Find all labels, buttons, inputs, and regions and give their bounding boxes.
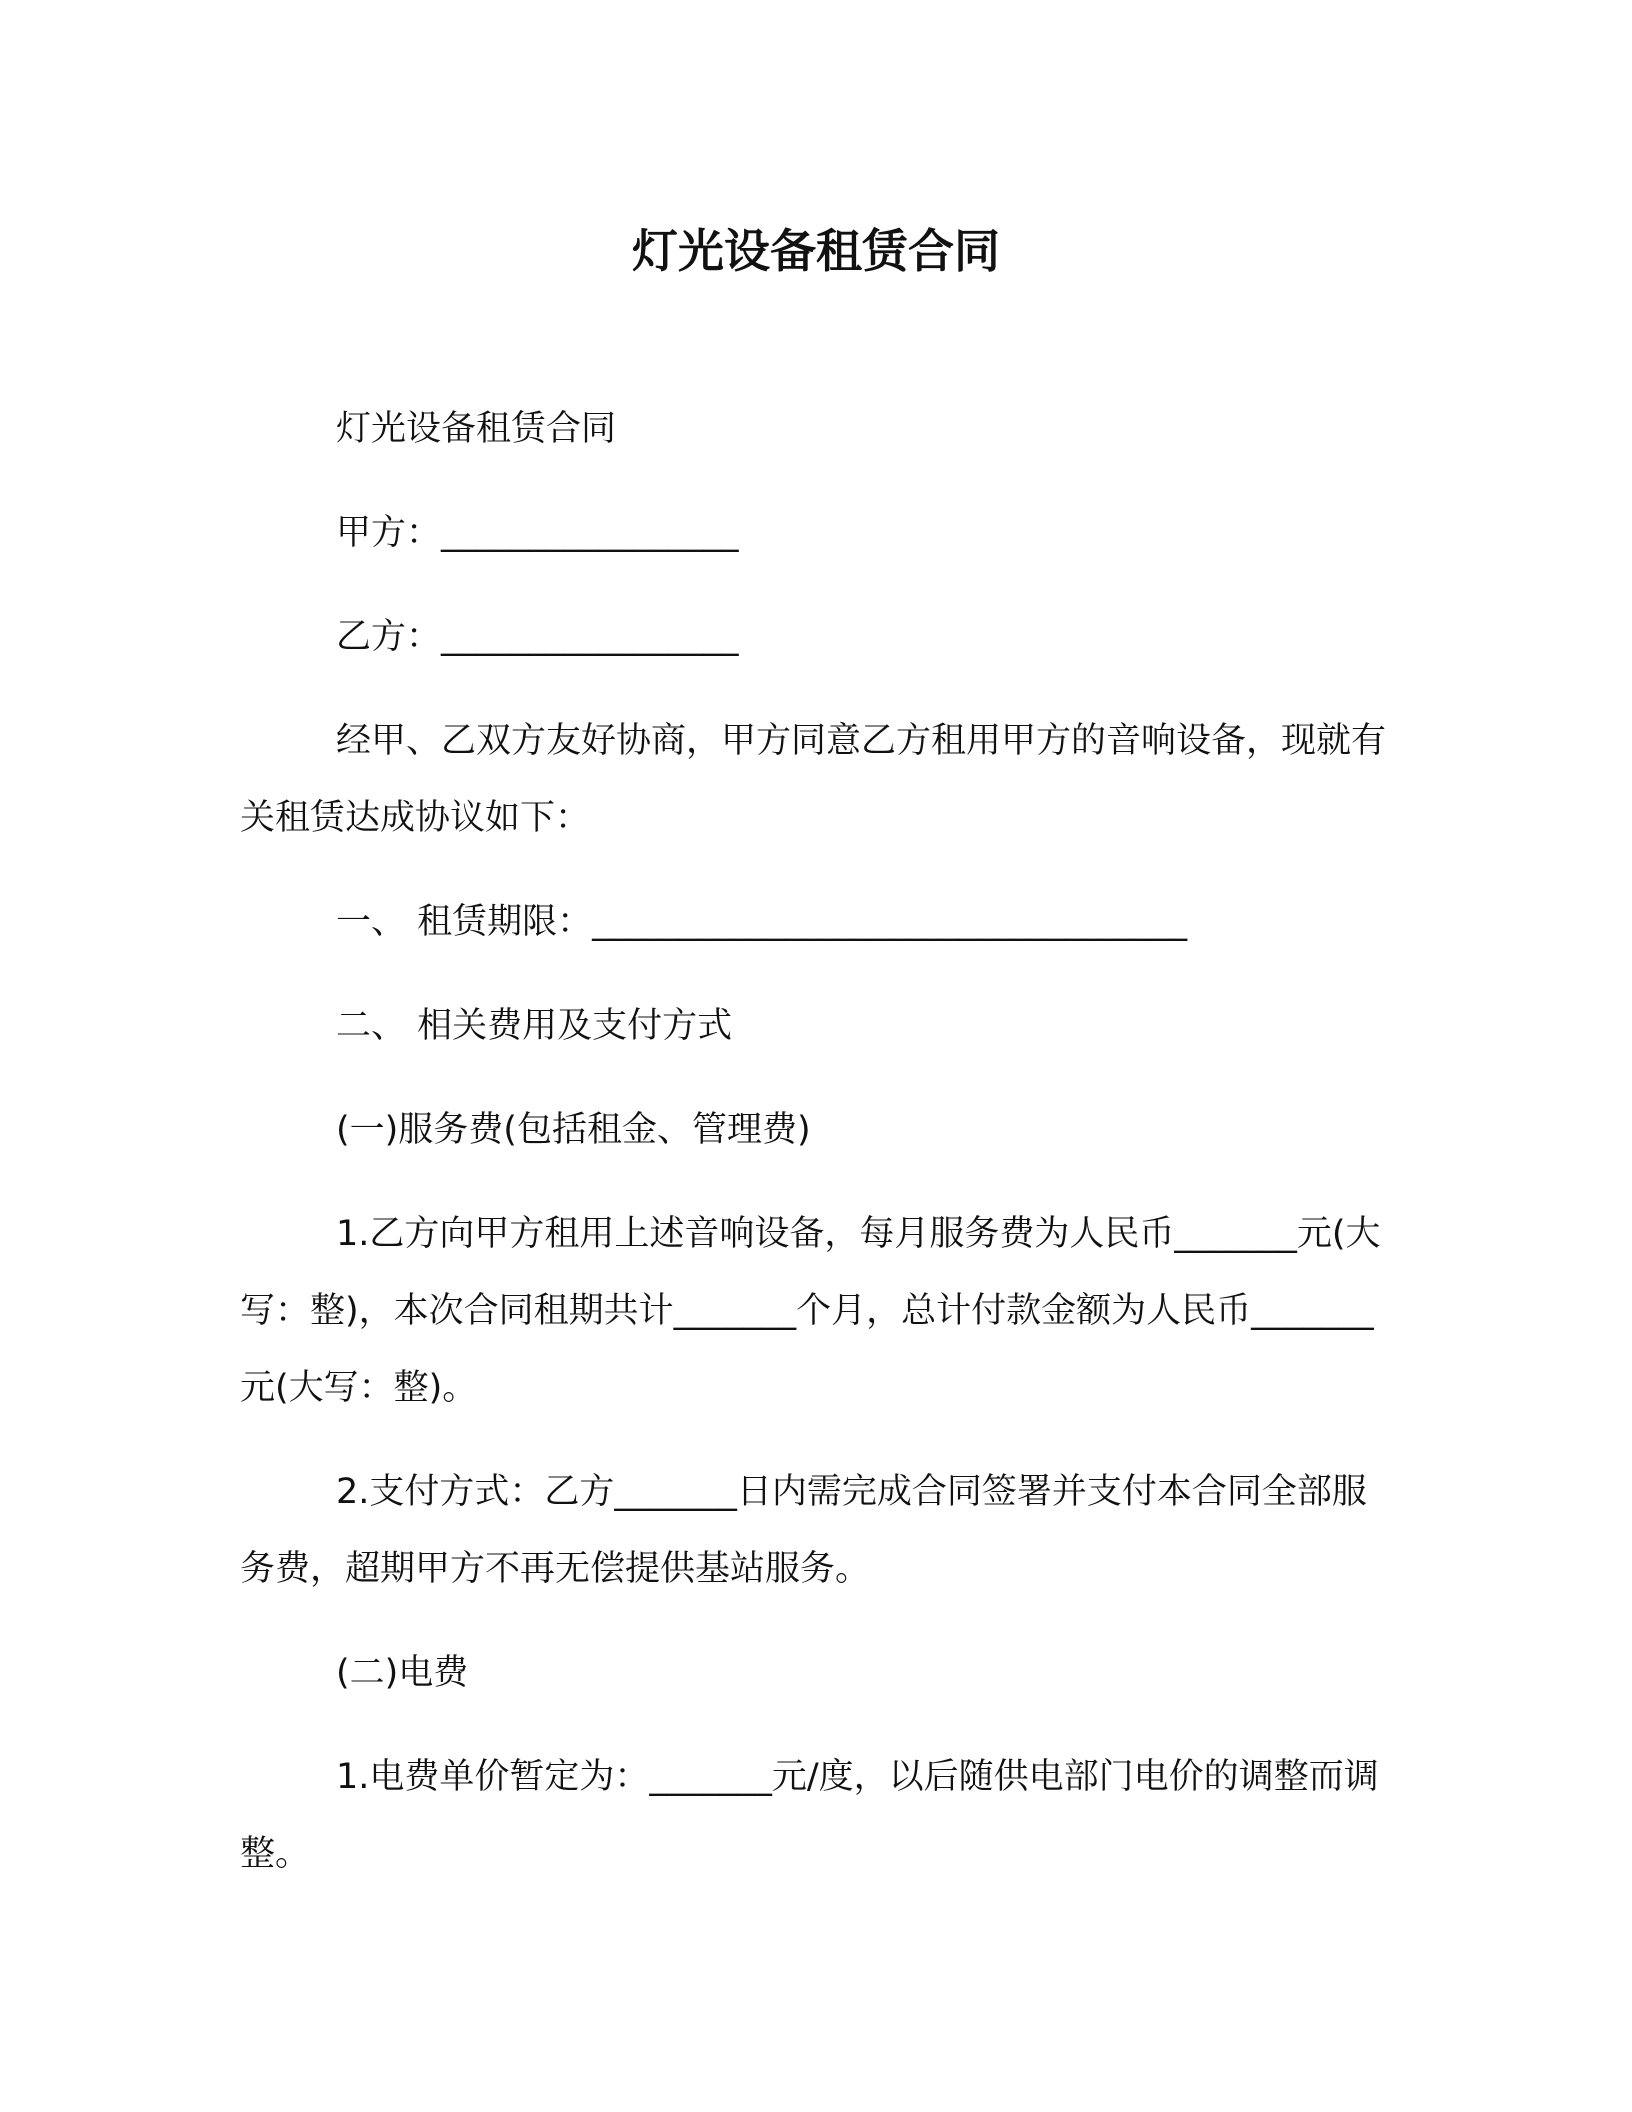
paragraph-party-a: 甲方：_________________ xyxy=(336,513,739,553)
paragraph-section-2-fees: 二、 相关费用及支付方式 xyxy=(336,1006,733,1046)
document-body xyxy=(240,391,1392,1920)
paragraph-section-1-lease-term: 一、 租赁期限：__________________________________ xyxy=(336,902,1188,942)
paragraph-intro: 经甲、乙双方友好协商，甲方同意乙方租用甲方的音响设备，现就有关租赁达成协议如下： xyxy=(240,721,1387,838)
paragraph-subsection-service-fee: (一)服务费(包括租金、管理费) xyxy=(336,1110,811,1150)
paragraph-payment-method: 2.支付方式：乙方_______日内需完成合同签署并支付本合同全部服务费，超期甲方不再无偿提供基站服务。 xyxy=(240,1472,1367,1589)
paragraph-subsection-electricity: (二)电费 xyxy=(336,1653,469,1693)
paragraph-electricity-price: 1.电费单价暂定为：_______元/度，以后随供电部门电价的调整而调整。 xyxy=(240,1757,1379,1874)
paragraph-party-b: 乙方：_________________ xyxy=(336,617,739,657)
document-title: 灯光设备租赁合同 xyxy=(632,224,1000,278)
paragraph-service-fee-amount: 1.乙方向甲方租用上述音响设备，每月服务费为人民币_______元(大写：整)，本次合同租期共计_______个月，总计付款金额为人民币_______元(大写：整)。 xyxy=(240,1214,1381,1408)
paragraph-heading-repeat: 灯光设备租赁合同 xyxy=(336,409,617,449)
